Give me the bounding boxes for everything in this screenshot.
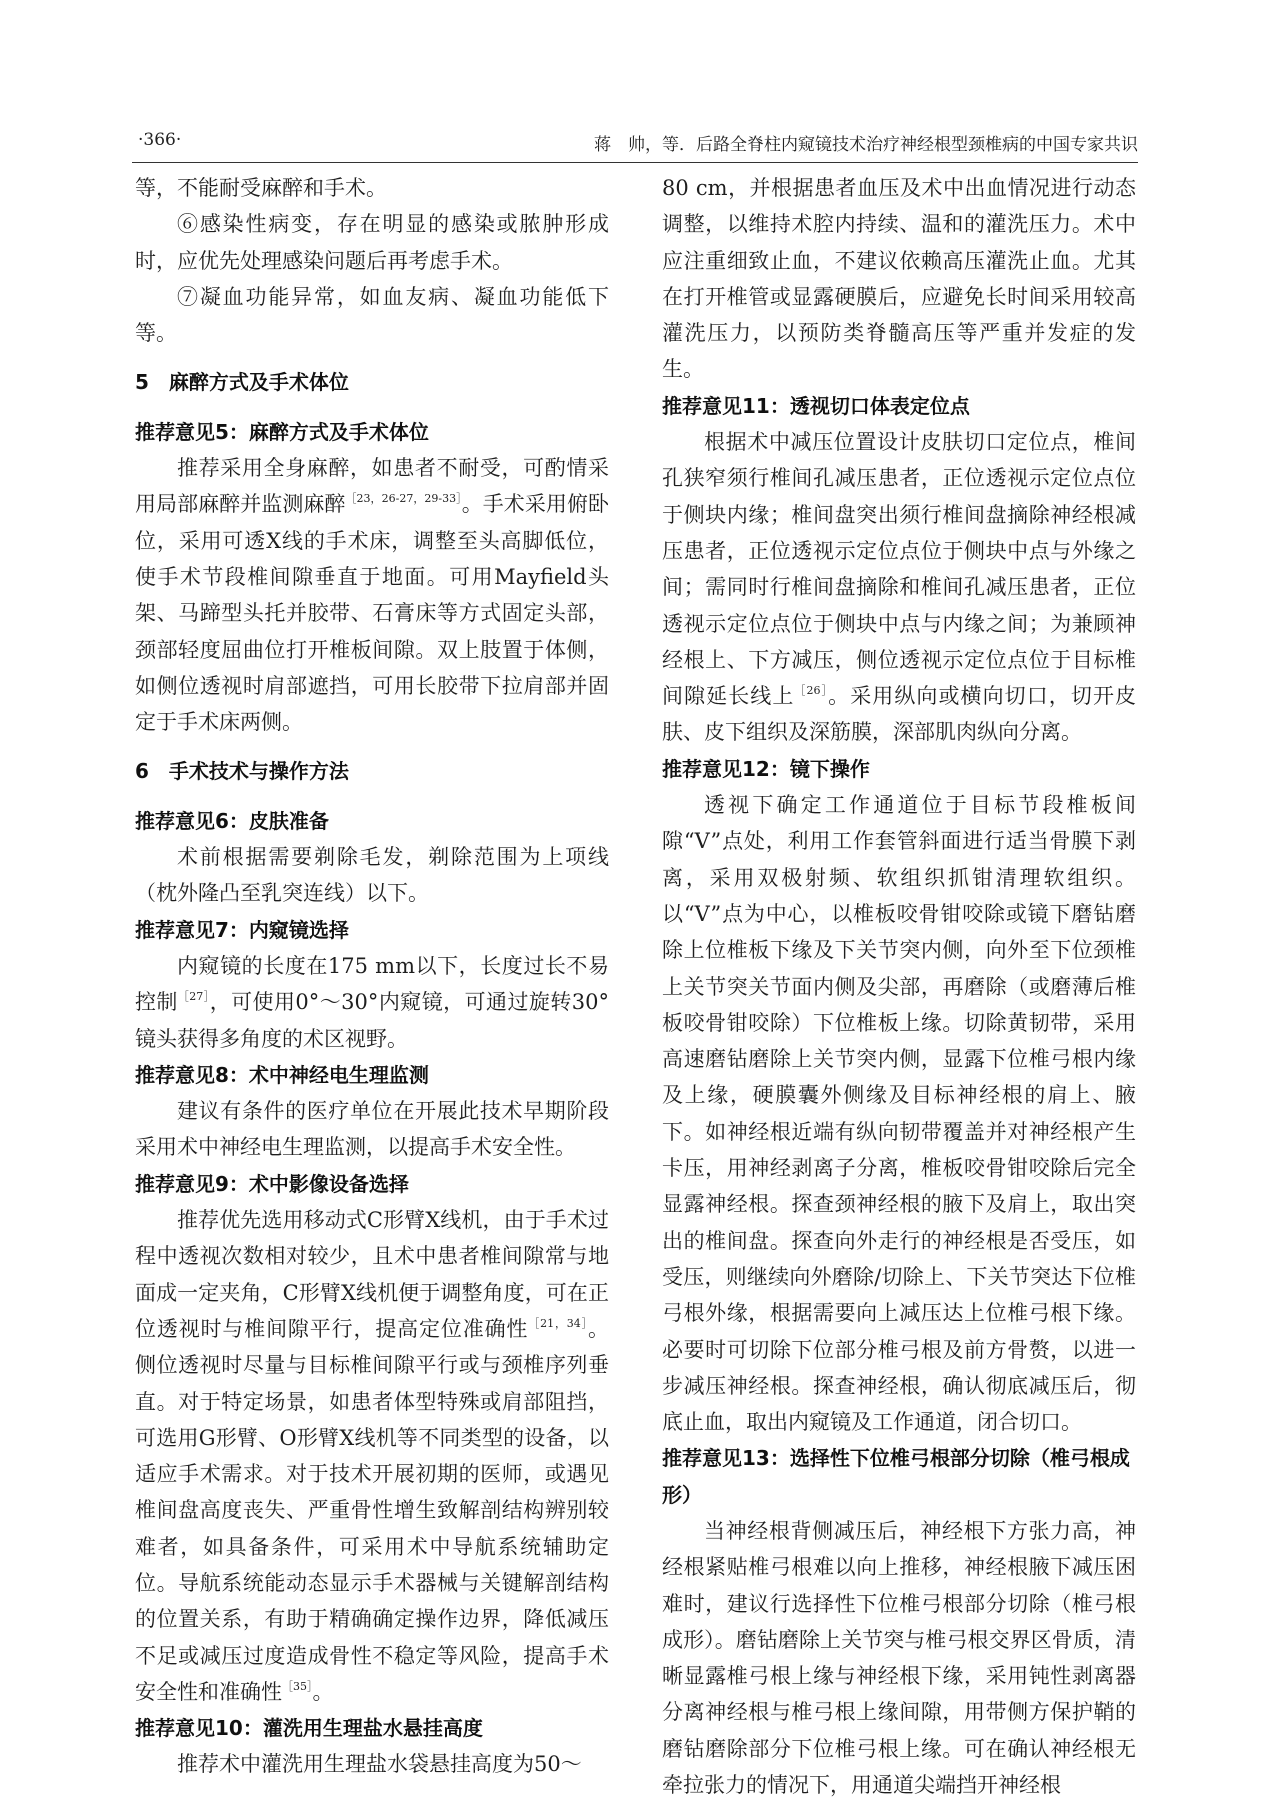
recommendation-6-heading: 推荐意见6：皮肤准备: [135, 808, 329, 833]
recommendation-7-text: 内窥镜的长度在175 mm以下，长度过长不易控制$^{[27]}$，可使用0°～30°内窥镜，可通过旋转30°镜头获得多角度的术区视野。: [135, 953, 609, 1051]
contraindication-7: ⑦凝血功能异常，如血友病、凝血功能低下等。: [135, 284, 609, 346]
page-header: [132, 126, 1138, 160]
recommendation-10-text: 推荐术中灌洗用生理盐水袋悬挂高度为50～: [177, 1752, 582, 1777]
citation: ［26］: [794, 684, 829, 698]
page-number: ·366·: [138, 130, 182, 150]
left-column: [135, 170, 609, 1783]
citation: ［27］: [177, 990, 210, 1004]
recommendation-13-heading: 推荐意见13：选择性下位椎弓根部分切除（椎弓根成形）: [662, 1446, 1130, 1507]
section-5-heading: 5 麻醉方式及手术体位: [135, 370, 349, 395]
right-column: [662, 170, 1136, 1803]
recommendation-13-text: 当神经根背侧减压后，神经根下方张力高，神经根紧贴椎弓根难以向上推移，神经根腋下减压困难时，建议行选择性下位椎弓根部分切除（椎弓根成形）。磨钻磨除上关节突与椎弓根交界区骨质，清晰显露椎弓根上缘与神经根下缘，采用钝性剥离器分离神经根与椎弓根上缘间隙，用带侧方保护鞘的磨钻磨除部分下位椎弓根上缘。可在确认神经根无牵拉张力的情况下，用通道尖端挡开神经根: [662, 1518, 1136, 1798]
recommendation-5-heading: 推荐意见5：麻醉方式及手术体位: [135, 419, 429, 444]
recommendation-7-heading: 推荐意见7：内窥镜选择: [135, 917, 349, 942]
contraindication-6: ⑥感染性病变，存在明显的感染或脓肿形成时，应优先处理感染问题后再考虑手术。: [135, 212, 609, 273]
recommendation-12-text: 透视下确定工作通道位于目标节段椎板间隙“V”点处，利用工作套管斜面进行适当骨膜下剥离，采用双极射频、软组织抓钳清理软组织。以“V”点为中心，以椎板咬骨钳咬除或镜下磨钻磨除上位椎板下缘及下关节突内侧，向外至下位颈椎上关节突关节面内侧及尖部，再磨除（或磨薄后椎板咬骨钳咬除）下位椎板上缘。切除黄韧带，采用高速磨钻磨除上关节突内侧，显露下位椎弓根内缘及上缘，硬膜囊外侧缘及目标神经根的肩上、腋下。如神经根近端有纵向韧带覆盖并对神经根产生卡压，用神经剥离子分离，椎板咬骨钳咬除后完全显露神经根。探查颈神经根的腋下及肩上，取出突出的椎间盘。探查向外走行的神经根是否受压，如受压，则继续向外磨除/切除上、下关节突达下位椎弓根外缘，根据需要向上减压达上位椎弓根下缘。必要时可切除下位部分椎弓根及前方骨赘，以进一步减压神经根。探查神经根，确认彻底减压后，彻底止血，取出内窥镜及工作通道，闭合切口。: [662, 793, 1136, 1435]
recommendation-11-text: 根据术中减压位置设计皮肤切口定位点，椎间孔狭窄须行椎间孔减压患者，正位透视示定位点位于侧块内缘；椎间盘突出须行椎间盘摘除神经根减压患者，正位透视示定位点位于侧块中点与外缘之间；需同时行椎间盘摘除和椎间孔减压患者，正位透视示定位点位于侧块中点与内缘之间；为兼顾神经根上、下方减压，侧位透视示定位点位于目标椎间隙延长线上$^{[26]}$。采用纵向或横向切口，切开皮肤、皮下组织及深筋膜，深部肌肉纵向分离。: [662, 430, 1137, 745]
continued-paragraph: 等，不能耐受麻醉和手术。: [135, 176, 387, 200]
recommendation-8-heading: 推荐意见8：术中神经电生理监测: [135, 1062, 429, 1087]
running-title: 蒋 帅，等．后路全脊柱内窥镜技术治疗神经根型颈椎病的中国专家共识: [594, 135, 1138, 155]
recommendation-10-heading: 推荐意见10：灌洗用生理盐水悬挂高度: [135, 1716, 483, 1741]
recommendation-11-heading: 推荐意见11：透视切口体表定位点: [662, 393, 970, 418]
recommendation-9-text: 推荐优先选用移动式C形臂X线机，由于手术过程中透视次数相对较少，且术中患者椎间隙常与地面成一定夹角，C形臂X线机便于调整角度，可在正位透视时与椎间隙平行，提高定位准确性$^{[21,34]}$。侧位透视时尽量与目标椎间隙平行或与颈椎序列垂直。对于特定场景，如患者体型特殊或肩部阻挡，可选用G形臂、O形臂X线机等不同类型的设备，以适应手术需求。对于技术开展初期的医师，或遇见椎间盘高度丧失、严重骨性增生致解剖结构辨别较难者，如具备条件，可采用术中导航系统辅助定位。导航系统能动态显示手术器械与关键解剖结构的位置关系，有助于精确确定操作边界，降低减压不足或减压过度造成骨性不稳定等风险，提高手术安全性和准确性$^{[35]}$。: [135, 1208, 609, 1704]
recommendation-8-text: 建议有条件的医疗单位在开展此技术早期阶段采用术中神经电生理监测，以提高手术安全性。: [135, 1099, 609, 1160]
header-rule: [132, 162, 1138, 163]
citation: ［35］: [282, 1679, 313, 1693]
citation: ［21，34］: [528, 1316, 588, 1330]
recommendation-5-text: 推荐采用全身麻醉，如患者不耐受，可酌情采用局部麻醉并监测麻醉$^{[23,26-27,29-33]}$。手术采用俯卧位，采用可透X线的手术床，调整至头高脚低位，使手术节段椎间隙垂直于地面。可用Mayfield头架、马蹄型头托并胶带、石膏床等方式固定头部，颈部轻度屈曲位打开椎板间隙。双上肢置于体侧，如侧位透视时肩部遮挡，可用长胶带下拉肩部并固定于手术床两侧。: [135, 456, 609, 735]
continued-paragraph: 80 cm，并根据患者血压及术中出血情况进行动态调整，以维持术腔内持续、温和的灌洗压力。术中应注重细致止血，不建议依赖高压灌洗止血。尤其在打开椎管或显露硬膜后，应避免长时间采用较高灌洗压力，以预防类脊髓高压等严重并发症的发生。: [662, 176, 1136, 382]
section-6-heading: 6 手术技术与操作方法: [135, 759, 349, 784]
citation: ［23，26-27，29-33］: [345, 492, 462, 506]
recommendation-12-heading: 推荐意见12：镜下操作: [662, 756, 870, 781]
recommendation-9-heading: 推荐意见9：术中影像设备选择: [135, 1171, 409, 1196]
recommendation-6-text: 术前根据需要剃除毛发，剃除范围为上项线（枕外隆凸至乳突连线）以下。: [135, 845, 609, 906]
